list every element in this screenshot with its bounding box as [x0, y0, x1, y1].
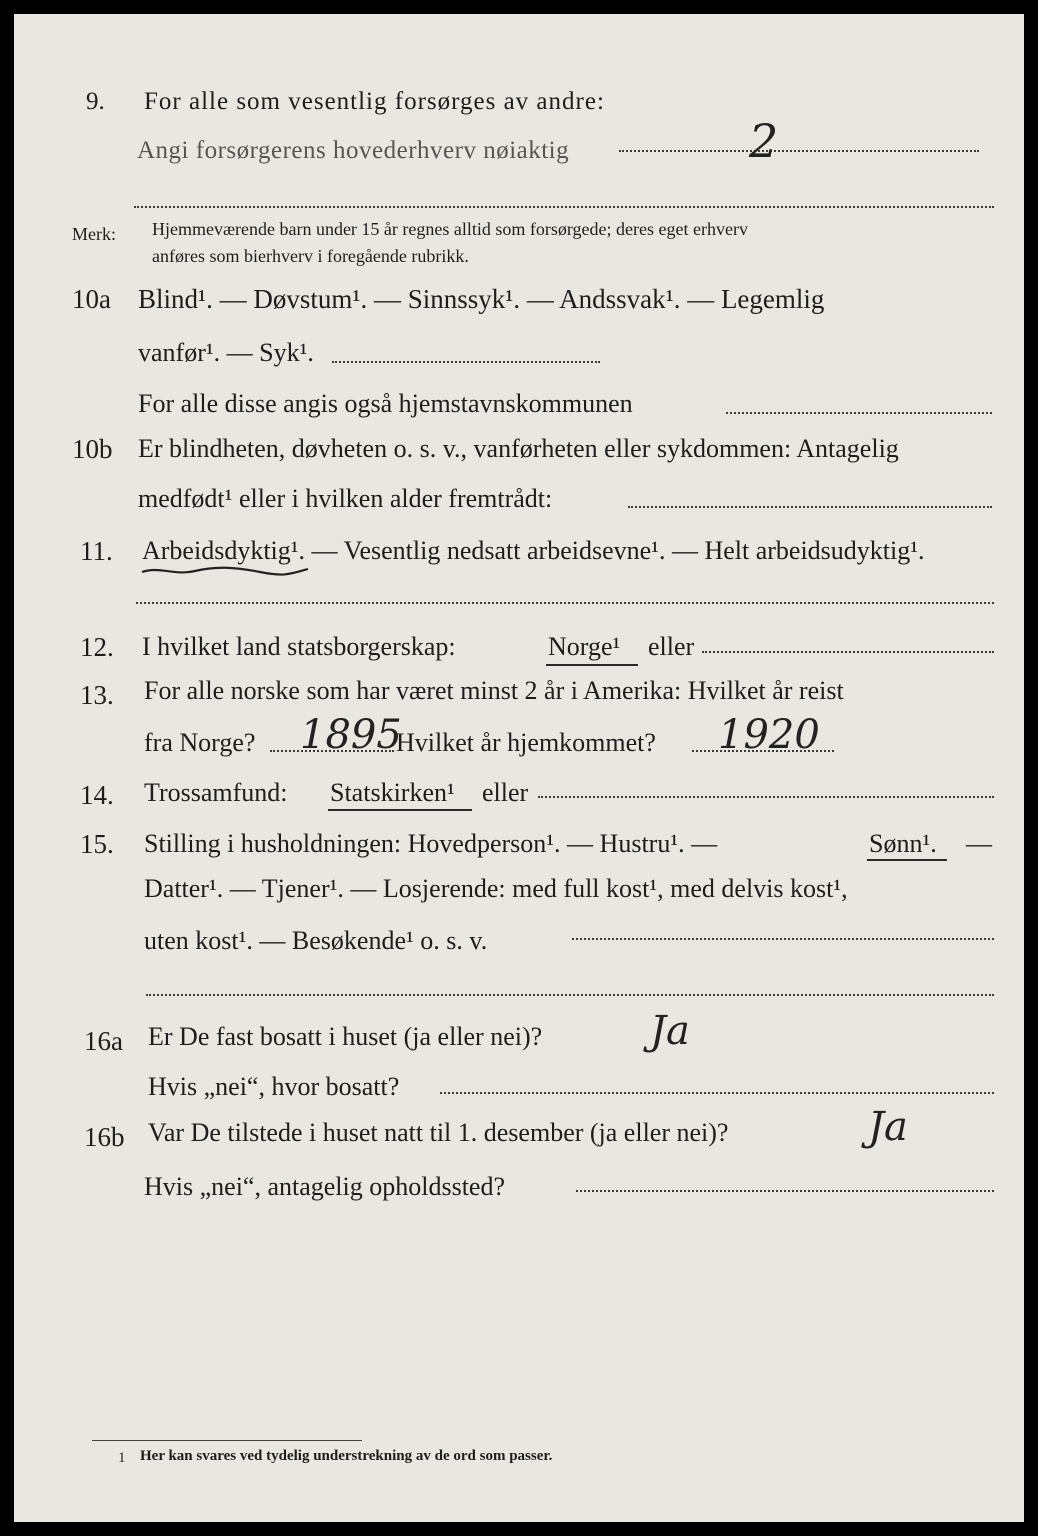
q12-option-norge[interactable]: Norge¹: [548, 632, 621, 661]
q14-answer-line[interactable]: [538, 796, 994, 798]
q9-line2: Angi forsørgerens hovederhverv nøiaktig: [137, 137, 570, 164]
q14-number: 14.: [80, 780, 114, 810]
q13-line2a: fra Norge?: [144, 728, 256, 757]
q13-departure-year: 1895: [300, 712, 402, 758]
footnote-rule: [92, 1440, 362, 1441]
q13-number: 13.: [80, 680, 114, 710]
q10a-line3: For alle disse angis også hjemstavnskommunen: [138, 389, 633, 418]
q12-answer-line[interactable]: [702, 651, 994, 653]
q11-number: 11.: [80, 536, 113, 566]
q10b-number: 10b: [72, 434, 113, 464]
q16b-line2: Hvis „nei“, antagelig opholdssted?: [144, 1172, 506, 1201]
q11-answer-underline: [140, 564, 310, 578]
q16a-line1: Er De fast bosatt i huset (ja eller nei)?: [148, 1022, 543, 1051]
q16b-answer-line[interactable]: [576, 1190, 994, 1192]
footnote-text: Her kan svares ved tydelig understrekning av de ord som passer.: [140, 1448, 553, 1464]
q16a-line2: Hvis „nei“, hvor bosatt?: [148, 1072, 400, 1101]
q10b-line1: Er blindheten, døvheten o. s. v., vanførheten eller sykdommen: Antagelig: [138, 434, 899, 463]
q11-answer-line[interactable]: [136, 602, 994, 604]
q9-number: 9.: [86, 88, 105, 115]
q10a-answer-line[interactable]: [332, 361, 600, 363]
q14-suffix: eller: [482, 778, 529, 807]
q15-option-underline: [867, 859, 947, 861]
q15-line1b: —: [966, 829, 992, 858]
q10a-line1: Blind¹. — Døvstum¹. — Sinnssyk¹. — Andssvak¹. — Legemlig: [138, 284, 825, 314]
q16b-answer: Ja: [868, 1104, 908, 1150]
q15-line1a: Stilling i husholdningen: Hovedperson¹. — Hustru¹. —: [144, 829, 718, 858]
q16a-answer-line[interactable]: [440, 1092, 994, 1094]
census-form-page: [14, 14, 1024, 1522]
q13-return-year: 1920: [718, 712, 820, 758]
q10b-line2: medfødt¹ eller i hvilken alder fremtrådt:: [138, 484, 553, 513]
q10a-line2: vanfør¹. — Syk¹.: [138, 338, 314, 367]
q16a-number: 16a: [84, 1026, 123, 1056]
merk-line1: Hjemmeværende barn under 15 år regnes alltid som forsørgede; deres eget erhverv: [152, 219, 748, 239]
q10a-hometown-line[interactable]: [726, 412, 992, 414]
q10a-number: 10a: [72, 284, 111, 314]
q15-line3: uten kost¹. — Besøkende¹ o. s. v.: [144, 926, 488, 955]
q9-answer-line[interactable]: [619, 150, 979, 152]
q15-answer-line-2[interactable]: [146, 994, 994, 996]
q9-line1: For alle som vesentlig forsørges av andre:: [144, 88, 605, 115]
q13-line1: For alle norske som har været minst 2 år i Amerika: Hvilket år reist: [144, 676, 844, 705]
q12-prefix: I hvilket land statsborgerskap:: [142, 632, 456, 661]
footnote-mark: 1: [118, 1450, 126, 1466]
q16b-line1: Var De tilstede i huset natt til 1. desember (ja eller nei)?: [148, 1118, 729, 1147]
q12-option-underline: [546, 664, 638, 666]
q14-option-underline: [328, 809, 472, 811]
q11-text: Arbeidsdyktig¹. — Vesentlig nedsatt arbeidsevne¹. — Helt arbeidsudyktig¹.: [142, 536, 925, 565]
q9-answer-line-2[interactable]: [134, 206, 994, 208]
q12-suffix: eller: [648, 632, 695, 661]
q9-answer: 2: [749, 114, 779, 168]
q15-option-sonn[interactable]: Sønn¹.: [869, 829, 937, 858]
merk-label: Merk:: [72, 224, 116, 244]
q14-option-statskirken[interactable]: Statskirken¹: [330, 778, 455, 807]
q14-prefix: Trossamfund:: [144, 778, 288, 807]
q16a-answer: Ja: [650, 1008, 690, 1054]
q12-number: 12.: [80, 632, 114, 662]
q15-number: 15.: [80, 829, 114, 859]
q16b-number: 16b: [84, 1122, 125, 1152]
q10b-answer-line[interactable]: [628, 506, 992, 508]
q15-answer-line[interactable]: [572, 938, 994, 940]
merk-line2: anføres som bierhverv i foregående rubrikk.: [152, 246, 469, 266]
q13-line2b: Hvilket år hjemkommet?: [396, 728, 656, 757]
q15-line2: Datter¹. — Tjener¹. — Losjerende: med full kost¹, med delvis kost¹,: [144, 874, 848, 903]
